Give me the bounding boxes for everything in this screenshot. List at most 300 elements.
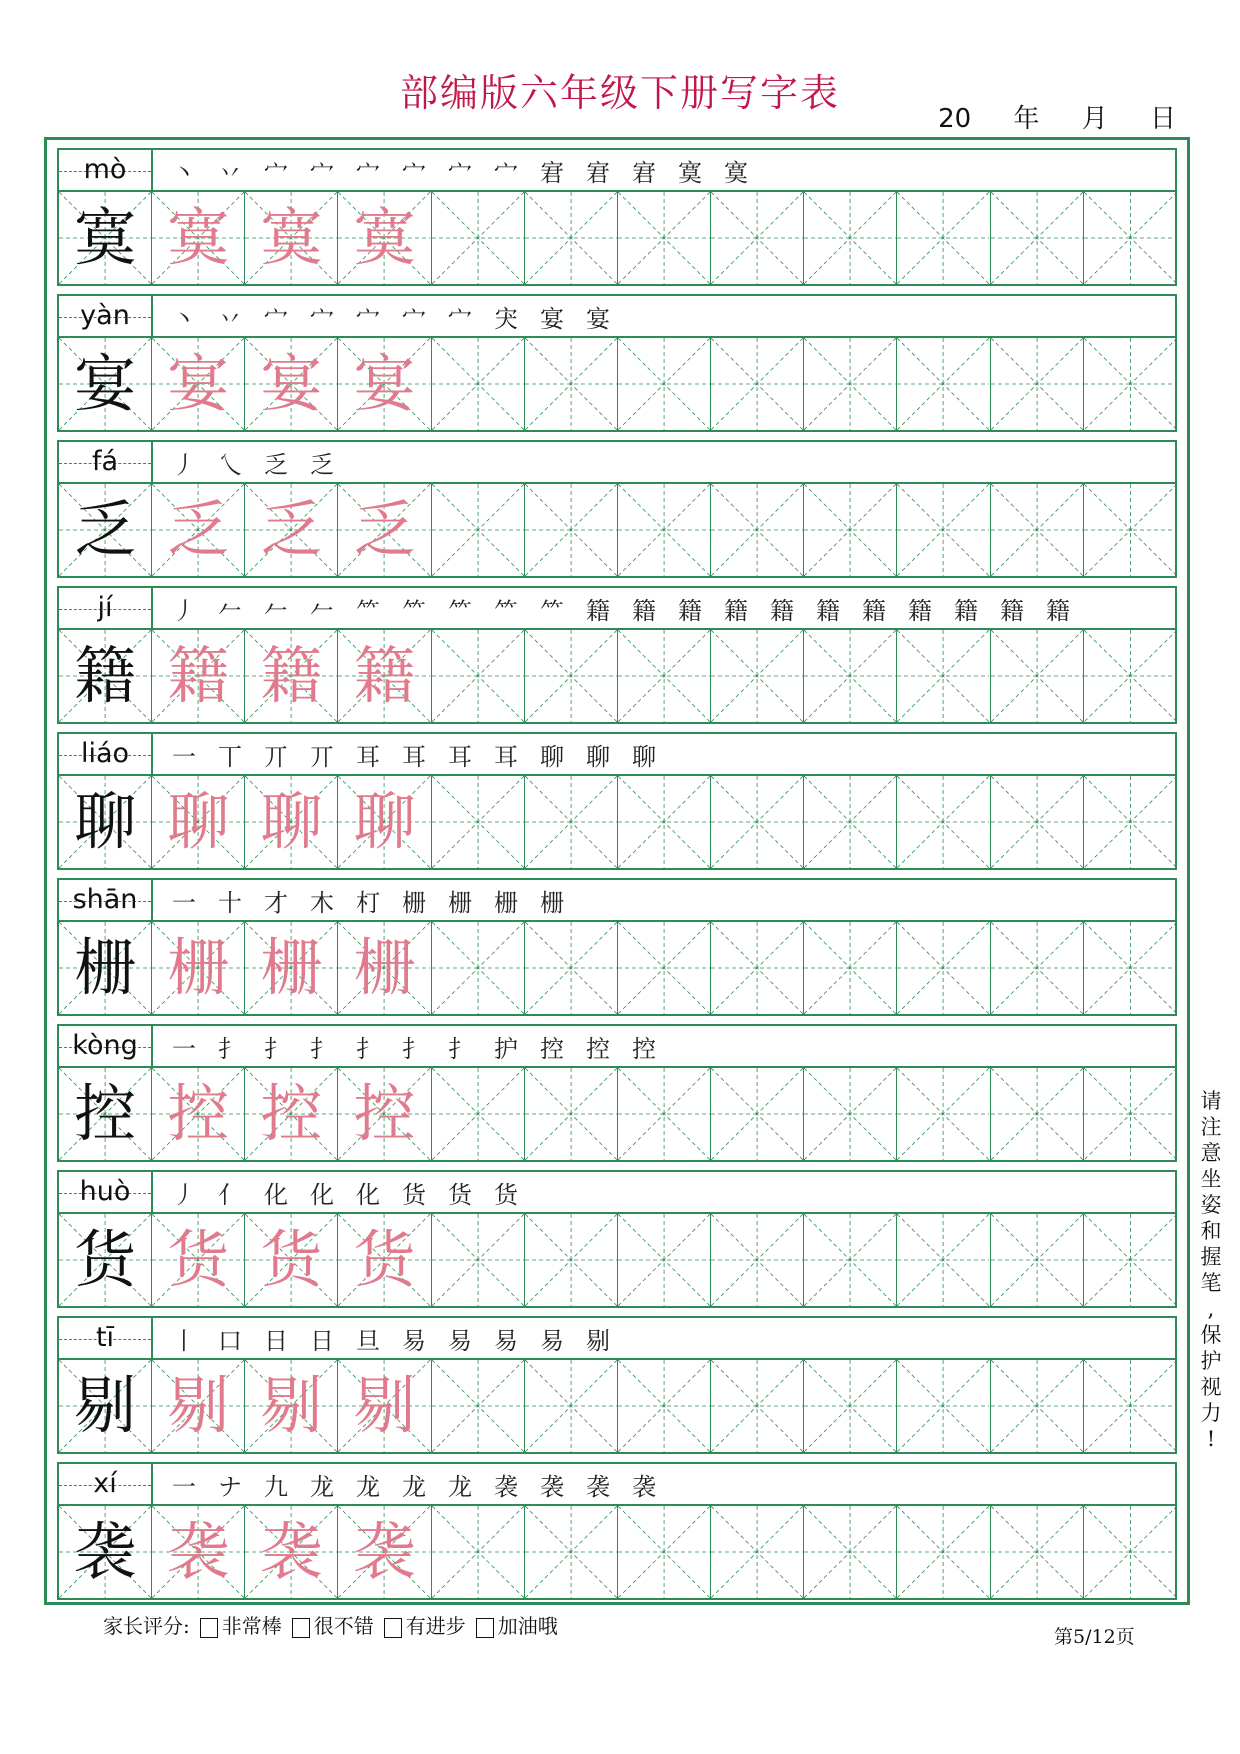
pinyin-text: xí <box>93 1468 117 1499</box>
model-character: 货 <box>74 1223 137 1296</box>
writing-cell <box>59 922 152 1014</box>
stroke-step: 化 <box>264 1180 288 1209</box>
writing-cell[interactable] <box>711 1068 804 1160</box>
writing-cell[interactable] <box>711 922 804 1014</box>
writing-cell[interactable] <box>711 1214 804 1306</box>
stroke-step: 籍 <box>908 596 932 625</box>
trace-character: 聊 <box>353 785 416 858</box>
writing-cell[interactable] <box>897 776 990 868</box>
writing-cell[interactable] <box>804 922 897 1014</box>
checkbox[interactable] <box>200 1618 218 1638</box>
writing-cell[interactable] <box>804 1214 897 1306</box>
writing-cell[interactable] <box>991 1360 1084 1452</box>
writing-cell[interactable] <box>432 922 525 1014</box>
stroke-step: 化 <box>310 1180 334 1209</box>
writing-cell <box>338 338 431 430</box>
writing-cell <box>245 630 338 722</box>
stroke-step: 宭 <box>586 158 610 187</box>
stroke-step: 旦 <box>356 1326 380 1355</box>
reminder-char: 姿 <box>1200 1193 1222 1217</box>
writing-cell[interactable] <box>804 192 897 284</box>
writing-grid <box>57 192 1177 286</box>
writing-cell[interactable] <box>804 776 897 868</box>
trace-character: 栅 <box>167 931 230 1004</box>
stroke-step: 宀 <box>264 304 288 333</box>
pinyin-text: yàn <box>80 300 130 331</box>
writing-grid <box>57 338 1177 432</box>
writing-cell <box>338 192 431 284</box>
trace-character: 宴 <box>167 347 230 420</box>
date-year-label: 年 <box>1013 104 1040 134</box>
stroke-step: 十 <box>218 888 242 917</box>
stroke-step: 扌 <box>310 1034 334 1063</box>
pinyin-text: shān <box>72 884 138 915</box>
trace-character: 剔 <box>167 1369 230 1442</box>
pinyin-text: tī <box>95 1322 115 1353</box>
stroke-step: 袭 <box>540 1472 564 1501</box>
trace-character: 寞 <box>167 201 230 274</box>
rating-option-1[interactable]: 很不错 <box>282 1610 374 1639</box>
pinyin-cell <box>59 734 153 774</box>
stroke-step: 耳 <box>448 742 472 771</box>
stroke-step: 控 <box>540 1034 564 1063</box>
stroke-step: 丷 <box>218 158 242 187</box>
writing-cell <box>59 1068 152 1160</box>
writing-cell[interactable] <box>618 1360 711 1452</box>
writing-cell[interactable] <box>1084 484 1177 576</box>
writing-cell[interactable] <box>1084 192 1177 284</box>
reminder-char: 护 <box>1200 1349 1222 1373</box>
stroke-order <box>153 296 1175 336</box>
writing-cell[interactable] <box>432 1360 525 1452</box>
rating-label: 家长评分: <box>103 1614 190 1638</box>
stroke-step: 丶 <box>172 158 196 187</box>
writing-cell[interactable] <box>618 776 711 868</box>
stroke-step: 宀 <box>264 158 288 187</box>
writing-cell[interactable] <box>991 192 1084 284</box>
stroke-step: 木 <box>310 888 334 917</box>
writing-cell[interactable] <box>897 484 990 576</box>
writing-cell[interactable] <box>525 630 618 722</box>
reminder-char: 视 <box>1200 1375 1222 1399</box>
model-character: 聊 <box>74 785 137 858</box>
stroke-order <box>153 442 1175 482</box>
trace-character: 剔 <box>353 1369 416 1442</box>
writing-cell[interactable] <box>525 1506 618 1598</box>
stroke-step: 籍 <box>1000 596 1024 625</box>
writing-cell[interactable] <box>1084 776 1177 868</box>
writing-cell[interactable] <box>804 1506 897 1598</box>
stroke-step: 袭 <box>632 1472 656 1501</box>
writing-cell <box>338 1506 431 1598</box>
stroke-step: 才 <box>264 888 288 917</box>
writing-cell[interactable] <box>897 1068 990 1160</box>
reminder-char: 笔 <box>1200 1271 1222 1295</box>
page-number: 第5/12页 <box>1054 1626 1135 1648</box>
writing-cell[interactable] <box>618 192 711 284</box>
writing-cell[interactable] <box>804 484 897 576</box>
pinyin-row <box>57 1316 1177 1360</box>
model-character: 宴 <box>74 347 137 420</box>
stroke-step: 龙 <box>402 1472 426 1501</box>
trace-character: 袭 <box>167 1515 230 1588</box>
pinyin-text: jí <box>97 592 113 623</box>
writing-cell <box>245 484 338 576</box>
pinyin-row <box>57 1024 1177 1068</box>
writing-cell[interactable] <box>525 192 618 284</box>
stroke-step: 日 <box>264 1326 288 1355</box>
writing-cell[interactable] <box>618 338 711 430</box>
trace-character: 乏 <box>353 493 416 566</box>
writing-cell <box>338 630 431 722</box>
trace-character: 控 <box>260 1077 323 1150</box>
trace-character: 剔 <box>260 1369 323 1442</box>
writing-cell[interactable] <box>618 1214 711 1306</box>
stroke-step: 宀 <box>356 304 380 333</box>
stroke-order <box>153 1026 1175 1066</box>
writing-cell <box>59 1214 152 1306</box>
writing-cell[interactable] <box>991 922 1084 1014</box>
pinyin-row <box>57 1170 1177 1214</box>
stroke-step: 控 <box>632 1034 656 1063</box>
stroke-step: 丌 <box>310 742 334 771</box>
writing-cell[interactable] <box>804 630 897 722</box>
writing-cell <box>59 630 152 722</box>
stroke-step: 龙 <box>356 1472 380 1501</box>
stroke-step: 宴 <box>540 304 564 333</box>
writing-cell[interactable] <box>711 1506 804 1598</box>
writing-cell[interactable] <box>991 630 1084 722</box>
trace-character: 控 <box>167 1077 230 1150</box>
stroke-step: 一 <box>172 742 196 771</box>
pinyin-text: liáo <box>80 738 130 769</box>
writing-cell[interactable] <box>897 1506 990 1598</box>
writing-cell <box>338 1068 431 1160</box>
trace-character: 袭 <box>260 1515 323 1588</box>
writing-grid <box>57 484 1177 578</box>
writing-cell <box>59 338 152 430</box>
pinyin-cell <box>59 442 153 482</box>
date-day-label: 日 <box>1149 104 1176 134</box>
writing-cell <box>152 338 245 430</box>
stroke-step: 籍 <box>1046 596 1070 625</box>
trace-character: 货 <box>260 1223 323 1296</box>
stroke-step: 宀 <box>494 158 518 187</box>
trace-character: 籍 <box>353 639 416 712</box>
stroke-step: 宴 <box>586 304 610 333</box>
stroke-step: 日 <box>310 1326 334 1355</box>
writing-cell <box>59 1506 152 1598</box>
stroke-step: 亻 <box>218 1180 242 1209</box>
stroke-step: 寞 <box>678 158 702 187</box>
model-character: 剔 <box>74 1369 137 1442</box>
writing-cell[interactable] <box>991 776 1084 868</box>
writing-cell[interactable] <box>991 1068 1084 1160</box>
writing-cell[interactable] <box>711 484 804 576</box>
writing-cell[interactable] <box>432 338 525 430</box>
pinyin-cell <box>59 588 153 628</box>
writing-cell <box>245 1068 338 1160</box>
reminder-char: 握 <box>1200 1245 1222 1269</box>
writing-grid <box>57 776 1177 870</box>
writing-cell <box>59 776 152 868</box>
pinyin-row <box>57 440 1177 484</box>
writing-cell[interactable] <box>432 1214 525 1306</box>
stroke-step: 易 <box>494 1326 518 1355</box>
writing-cell[interactable] <box>432 484 525 576</box>
writing-cell[interactable] <box>525 776 618 868</box>
writing-cell[interactable] <box>1084 1214 1177 1306</box>
writing-cell[interactable] <box>525 1068 618 1160</box>
stroke-step: 耳 <box>494 742 518 771</box>
writing-cell[interactable] <box>618 1506 711 1598</box>
stroke-step: 控 <box>586 1034 610 1063</box>
writing-grid <box>57 1360 1177 1454</box>
writing-cell <box>152 484 245 576</box>
writing-cell[interactable] <box>1084 338 1177 430</box>
stroke-step: 丷 <box>218 304 242 333</box>
stroke-step: 扌 <box>218 1034 242 1063</box>
stroke-step: 乏 <box>264 450 288 479</box>
trace-character: 袭 <box>353 1515 416 1588</box>
checkbox[interactable] <box>384 1618 402 1638</box>
writing-cell[interactable] <box>432 192 525 284</box>
writing-cell <box>59 192 152 284</box>
writing-cell[interactable] <box>1084 630 1177 722</box>
stroke-step: 栅 <box>402 888 426 917</box>
reminder-char: 和 <box>1200 1219 1222 1243</box>
writing-cell[interactable] <box>711 1360 804 1452</box>
stroke-step: 耳 <box>402 742 426 771</box>
writing-cell[interactable] <box>618 1068 711 1160</box>
stroke-step: 聊 <box>632 742 656 771</box>
stroke-step: ⺮ <box>494 596 518 625</box>
stroke-step: 籍 <box>862 596 886 625</box>
writing-cell <box>152 922 245 1014</box>
stroke-step: 货 <box>448 1180 472 1209</box>
trace-character: 货 <box>353 1223 416 1296</box>
pinyin-row <box>57 1462 1177 1506</box>
stroke-step: 剔 <box>586 1326 610 1355</box>
writing-cell[interactable] <box>1084 1360 1177 1452</box>
writing-cell <box>152 192 245 284</box>
stroke-step: 寞 <box>724 158 748 187</box>
model-character: 栅 <box>74 931 137 1004</box>
writing-cell[interactable] <box>804 1360 897 1452</box>
writing-cell[interactable] <box>711 338 804 430</box>
stroke-order <box>153 588 1175 628</box>
stroke-step: 栅 <box>494 888 518 917</box>
trace-character: 聊 <box>260 785 323 858</box>
writing-cell <box>338 922 431 1014</box>
stroke-step: 籍 <box>770 596 794 625</box>
writing-cell[interactable] <box>432 630 525 722</box>
writing-grid <box>57 630 1177 724</box>
writing-grid <box>57 1506 1177 1600</box>
stroke-order <box>153 1318 1175 1358</box>
stroke-step: 宀 <box>310 304 334 333</box>
stroke-step: 籍 <box>678 596 702 625</box>
trace-character: 宴 <box>260 347 323 420</box>
writing-cell[interactable] <box>525 922 618 1014</box>
writing-cell[interactable] <box>991 484 1084 576</box>
stroke-step: 籍 <box>954 596 978 625</box>
pinyin-cell <box>59 1172 153 1212</box>
pinyin-row <box>57 878 1177 922</box>
stroke-step: 易 <box>402 1326 426 1355</box>
writing-cell <box>245 776 338 868</box>
trace-character: 宴 <box>353 347 416 420</box>
stroke-step: 口 <box>218 1326 242 1355</box>
stroke-step: 籍 <box>586 596 610 625</box>
stroke-step: 货 <box>402 1180 426 1209</box>
pinyin-text: mò <box>83 154 127 185</box>
trace-character: 乏 <box>260 493 323 566</box>
writing-cell[interactable] <box>897 630 990 722</box>
stroke-step: 籍 <box>632 596 656 625</box>
writing-cell[interactable] <box>897 1360 990 1452</box>
stroke-step: 宀 <box>356 158 380 187</box>
stroke-step: 丶 <box>172 304 196 333</box>
writing-cell[interactable] <box>1084 1068 1177 1160</box>
writing-grid <box>57 1214 1177 1308</box>
stroke-step: 聊 <box>540 742 564 771</box>
stroke-step: 袭 <box>494 1472 518 1501</box>
posture-reminder <box>1196 1088 1226 1452</box>
trace-character: 寞 <box>260 201 323 274</box>
writing-cell[interactable] <box>618 630 711 722</box>
stroke-step: 化 <box>356 1180 380 1209</box>
stroke-step: 乀 <box>218 450 242 479</box>
stroke-step: 宀 <box>448 158 472 187</box>
writing-cell <box>338 484 431 576</box>
stroke-step: 易 <box>540 1326 564 1355</box>
stroke-step: 易 <box>448 1326 472 1355</box>
reminder-char: , <box>1207 1297 1215 1321</box>
writing-cell[interactable] <box>711 192 804 284</box>
stroke-step: 𠂉 <box>218 596 242 625</box>
writing-cell <box>152 1506 245 1598</box>
date-line <box>938 98 1176 135</box>
pinyin-cell <box>59 150 153 190</box>
writing-cell[interactable] <box>432 1068 525 1160</box>
checkbox[interactable] <box>476 1618 494 1638</box>
stroke-step: 丿 <box>172 596 196 625</box>
reminder-char: ! <box>1206 1427 1216 1451</box>
writing-cell[interactable] <box>991 1506 1084 1598</box>
pinyin-cell <box>59 880 153 920</box>
writing-cell[interactable] <box>432 1506 525 1598</box>
writing-cell[interactable] <box>897 192 990 284</box>
stroke-step: 护 <box>494 1034 518 1063</box>
trace-character: 货 <box>167 1223 230 1296</box>
writing-cell[interactable] <box>804 338 897 430</box>
stroke-step: ⺮ <box>356 596 380 625</box>
rating-option-3[interactable]: 加油哦 <box>466 1610 558 1639</box>
stroke-step: 货 <box>494 1180 518 1209</box>
writing-cell[interactable] <box>991 1214 1084 1306</box>
pinyin-text: kòng <box>72 1030 138 1061</box>
stroke-step: 龙 <box>448 1472 472 1501</box>
writing-cell[interactable] <box>897 338 990 430</box>
stroke-step: 丿 <box>172 450 196 479</box>
writing-cell <box>59 1360 152 1452</box>
parent-rating <box>103 1610 558 1639</box>
pinyin-row <box>57 148 1177 192</box>
stroke-step: 一 <box>172 1472 196 1501</box>
writing-cell[interactable] <box>711 776 804 868</box>
writing-cell <box>152 1360 245 1452</box>
writing-cell[interactable] <box>1084 1506 1177 1598</box>
pinyin-row <box>57 586 1177 630</box>
writing-grid <box>57 922 1177 1016</box>
writing-cell <box>245 1214 338 1306</box>
stroke-step: ⺮ <box>448 596 472 625</box>
model-character: 袭 <box>74 1515 137 1588</box>
stroke-step: 宀 <box>402 158 426 187</box>
writing-cell <box>152 776 245 868</box>
rating-option-2[interactable]: 有进步 <box>374 1610 466 1639</box>
writing-cell[interactable] <box>525 1214 618 1306</box>
writing-cell[interactable] <box>525 1360 618 1452</box>
stroke-step: 扌 <box>448 1034 472 1063</box>
trace-character: 乏 <box>167 493 230 566</box>
trace-character: 控 <box>353 1077 416 1150</box>
writing-cell[interactable] <box>804 1068 897 1160</box>
writing-cell[interactable] <box>525 338 618 430</box>
writing-cell[interactable] <box>991 338 1084 430</box>
writing-cell[interactable] <box>525 484 618 576</box>
stroke-step: 栅 <box>540 888 564 917</box>
writing-cell[interactable] <box>1084 922 1177 1014</box>
pinyin-cell <box>59 1318 153 1358</box>
pinyin-cell <box>59 296 153 336</box>
writing-cell[interactable] <box>897 1214 990 1306</box>
stroke-order <box>153 734 1175 774</box>
rating-option-0[interactable]: 非常棒 <box>190 1610 282 1639</box>
stroke-step: 袭 <box>586 1472 610 1501</box>
stroke-step: 宭 <box>540 158 564 187</box>
stroke-step: 龙 <box>310 1472 334 1501</box>
trace-character: 籍 <box>260 639 323 712</box>
reminder-char: 力 <box>1200 1401 1222 1425</box>
trace-character: 寞 <box>353 201 416 274</box>
stroke-step: 扌 <box>264 1034 288 1063</box>
writing-cell[interactable] <box>432 776 525 868</box>
trace-character: 栅 <box>353 931 416 1004</box>
writing-cell[interactable] <box>897 922 990 1014</box>
stroke-step: 宀 <box>448 304 472 333</box>
stroke-order <box>153 150 1175 190</box>
reminder-char: 坐 <box>1200 1167 1222 1191</box>
stroke-step: 宭 <box>632 158 656 187</box>
writing-cell[interactable] <box>618 922 711 1014</box>
stroke-step: 丅 <box>218 742 242 771</box>
writing-cell[interactable] <box>618 484 711 576</box>
writing-cell[interactable] <box>711 630 804 722</box>
date-year-prefix: 20 <box>938 104 972 134</box>
writing-cell <box>245 1506 338 1598</box>
stroke-step: 一 <box>172 888 196 917</box>
stroke-step: 朾 <box>356 888 380 917</box>
stroke-step: 一 <box>172 1034 196 1063</box>
model-character: 控 <box>74 1077 137 1150</box>
reminder-char: 请 <box>1200 1089 1222 1113</box>
writing-cell <box>59 484 152 576</box>
stroke-step: 丌 <box>264 742 288 771</box>
writing-cell <box>245 192 338 284</box>
checkbox[interactable] <box>292 1618 310 1638</box>
